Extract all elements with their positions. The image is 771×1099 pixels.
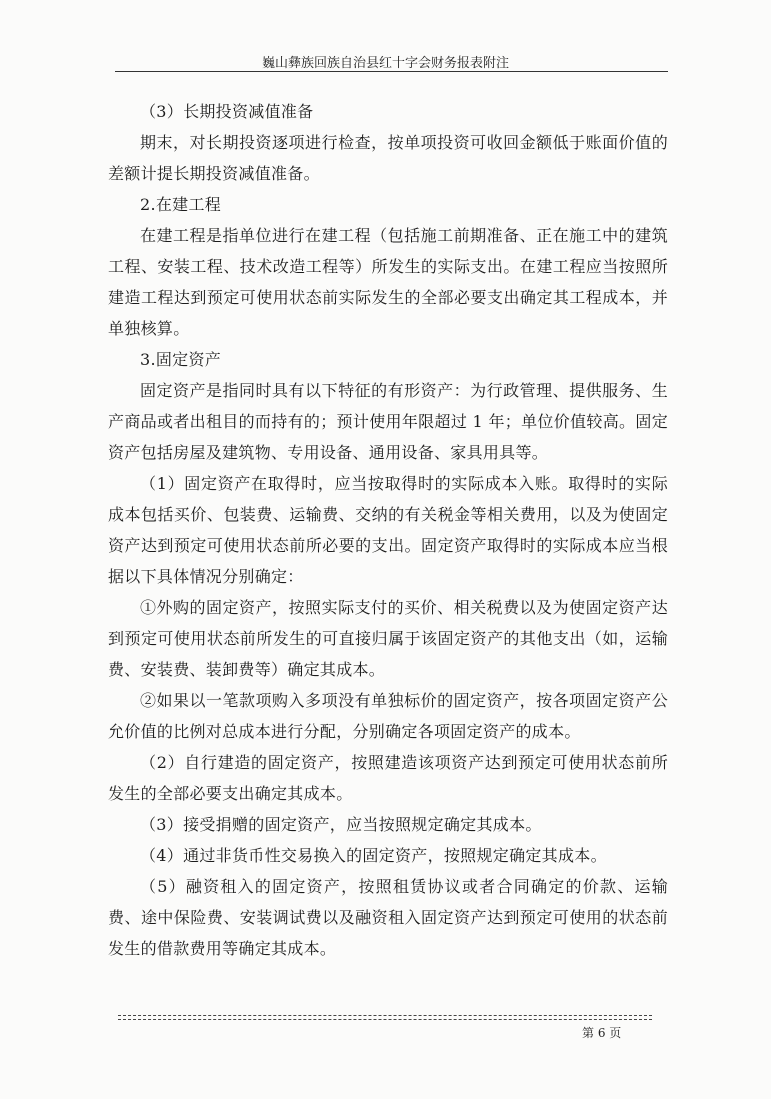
paragraph: （1）固定资产在取得时，应当按取得时的实际成本入账。取得时的实际成本包括买价、包装费、运输费、交纳的有关税金等相关费用，以及为使固定资产达到预定可使用状态前所必要的支出。固定资产取得时的实际成本应当根据以下具体情况分别确定： (108, 474, 668, 586)
paragraph: （5）融资租入的固定资产，按照租赁协议或者合同确定的价款、运输费、途中保险费、安装调试费以及融资租入固定资产达到预定可使用的状态前发生的借款费用等确定其成本。 (108, 877, 668, 958)
document-body (108, 96, 668, 964)
page-header-title: 巍山彝族回族自治县红十字会财务报表附注 (261, 56, 509, 71)
paragraph: ①外购的固定资产，按照实际支付的买价、相关税费以及为使固定资产达到预定可使用状态前所发生的可直接归属于该固定资产的其他支出（如，运输费、安装费、装卸费等）确定其成本。 (108, 598, 668, 679)
paragraph: 期末，对长期投资逐项进行检查，按单项投资可收回金额低于账面价值的差额计提长期投资减值准备。 (108, 133, 668, 183)
header-rule (115, 71, 668, 72)
section-heading-construction-in-progress: 2.在建工程 (140, 195, 222, 214)
paragraph: ②如果以一笔款项购入多项没有单独标价的固定资产，按各项固定资产公允价值的比例对总成本进行分配，分别确定各项固定资产的成本。 (108, 691, 668, 741)
paragraph: （2）自行建造的固定资产，按照建造该项资产达到预定可使用状态前所发生的全部必要支出确定其成本。 (108, 753, 668, 803)
footer-rule (118, 1019, 652, 1020)
paragraph: （4）通过非货币性交易换入的固定资产，按照规定确定其成本。 (140, 846, 607, 865)
page-number: 第 6 页 (582, 1026, 622, 1040)
section-heading-fixed-assets: 3.固定资产 (140, 350, 222, 369)
paragraph: （3）接受捐赠的固定资产，应当按照规定确定其成本。 (140, 815, 542, 834)
subheading-long-term-investment-impairment: （3）长期投资减值准备 (140, 102, 314, 121)
paragraph: 固定资产是指同时具有以下特征的有形资产：为行政管理、提供服务、生产商品或者出租目的而持有的；预计使用年限超过 1 年；单位价值较高。固定资产包括房屋及建筑物、专用设备、通用设备、家具用具等。 (108, 381, 668, 462)
footer-rule (118, 1015, 652, 1016)
paragraph: 在建工程是指单位进行在建工程（包括施工前期准备、正在施工中的建筑工程、安装工程、技术改造工程等）所发生的实际支出。在建工程应当按照所建造工程达到预定可使用状态前实际发生的全部必要支出确定其工程成本，并单独核算。 (108, 226, 668, 338)
